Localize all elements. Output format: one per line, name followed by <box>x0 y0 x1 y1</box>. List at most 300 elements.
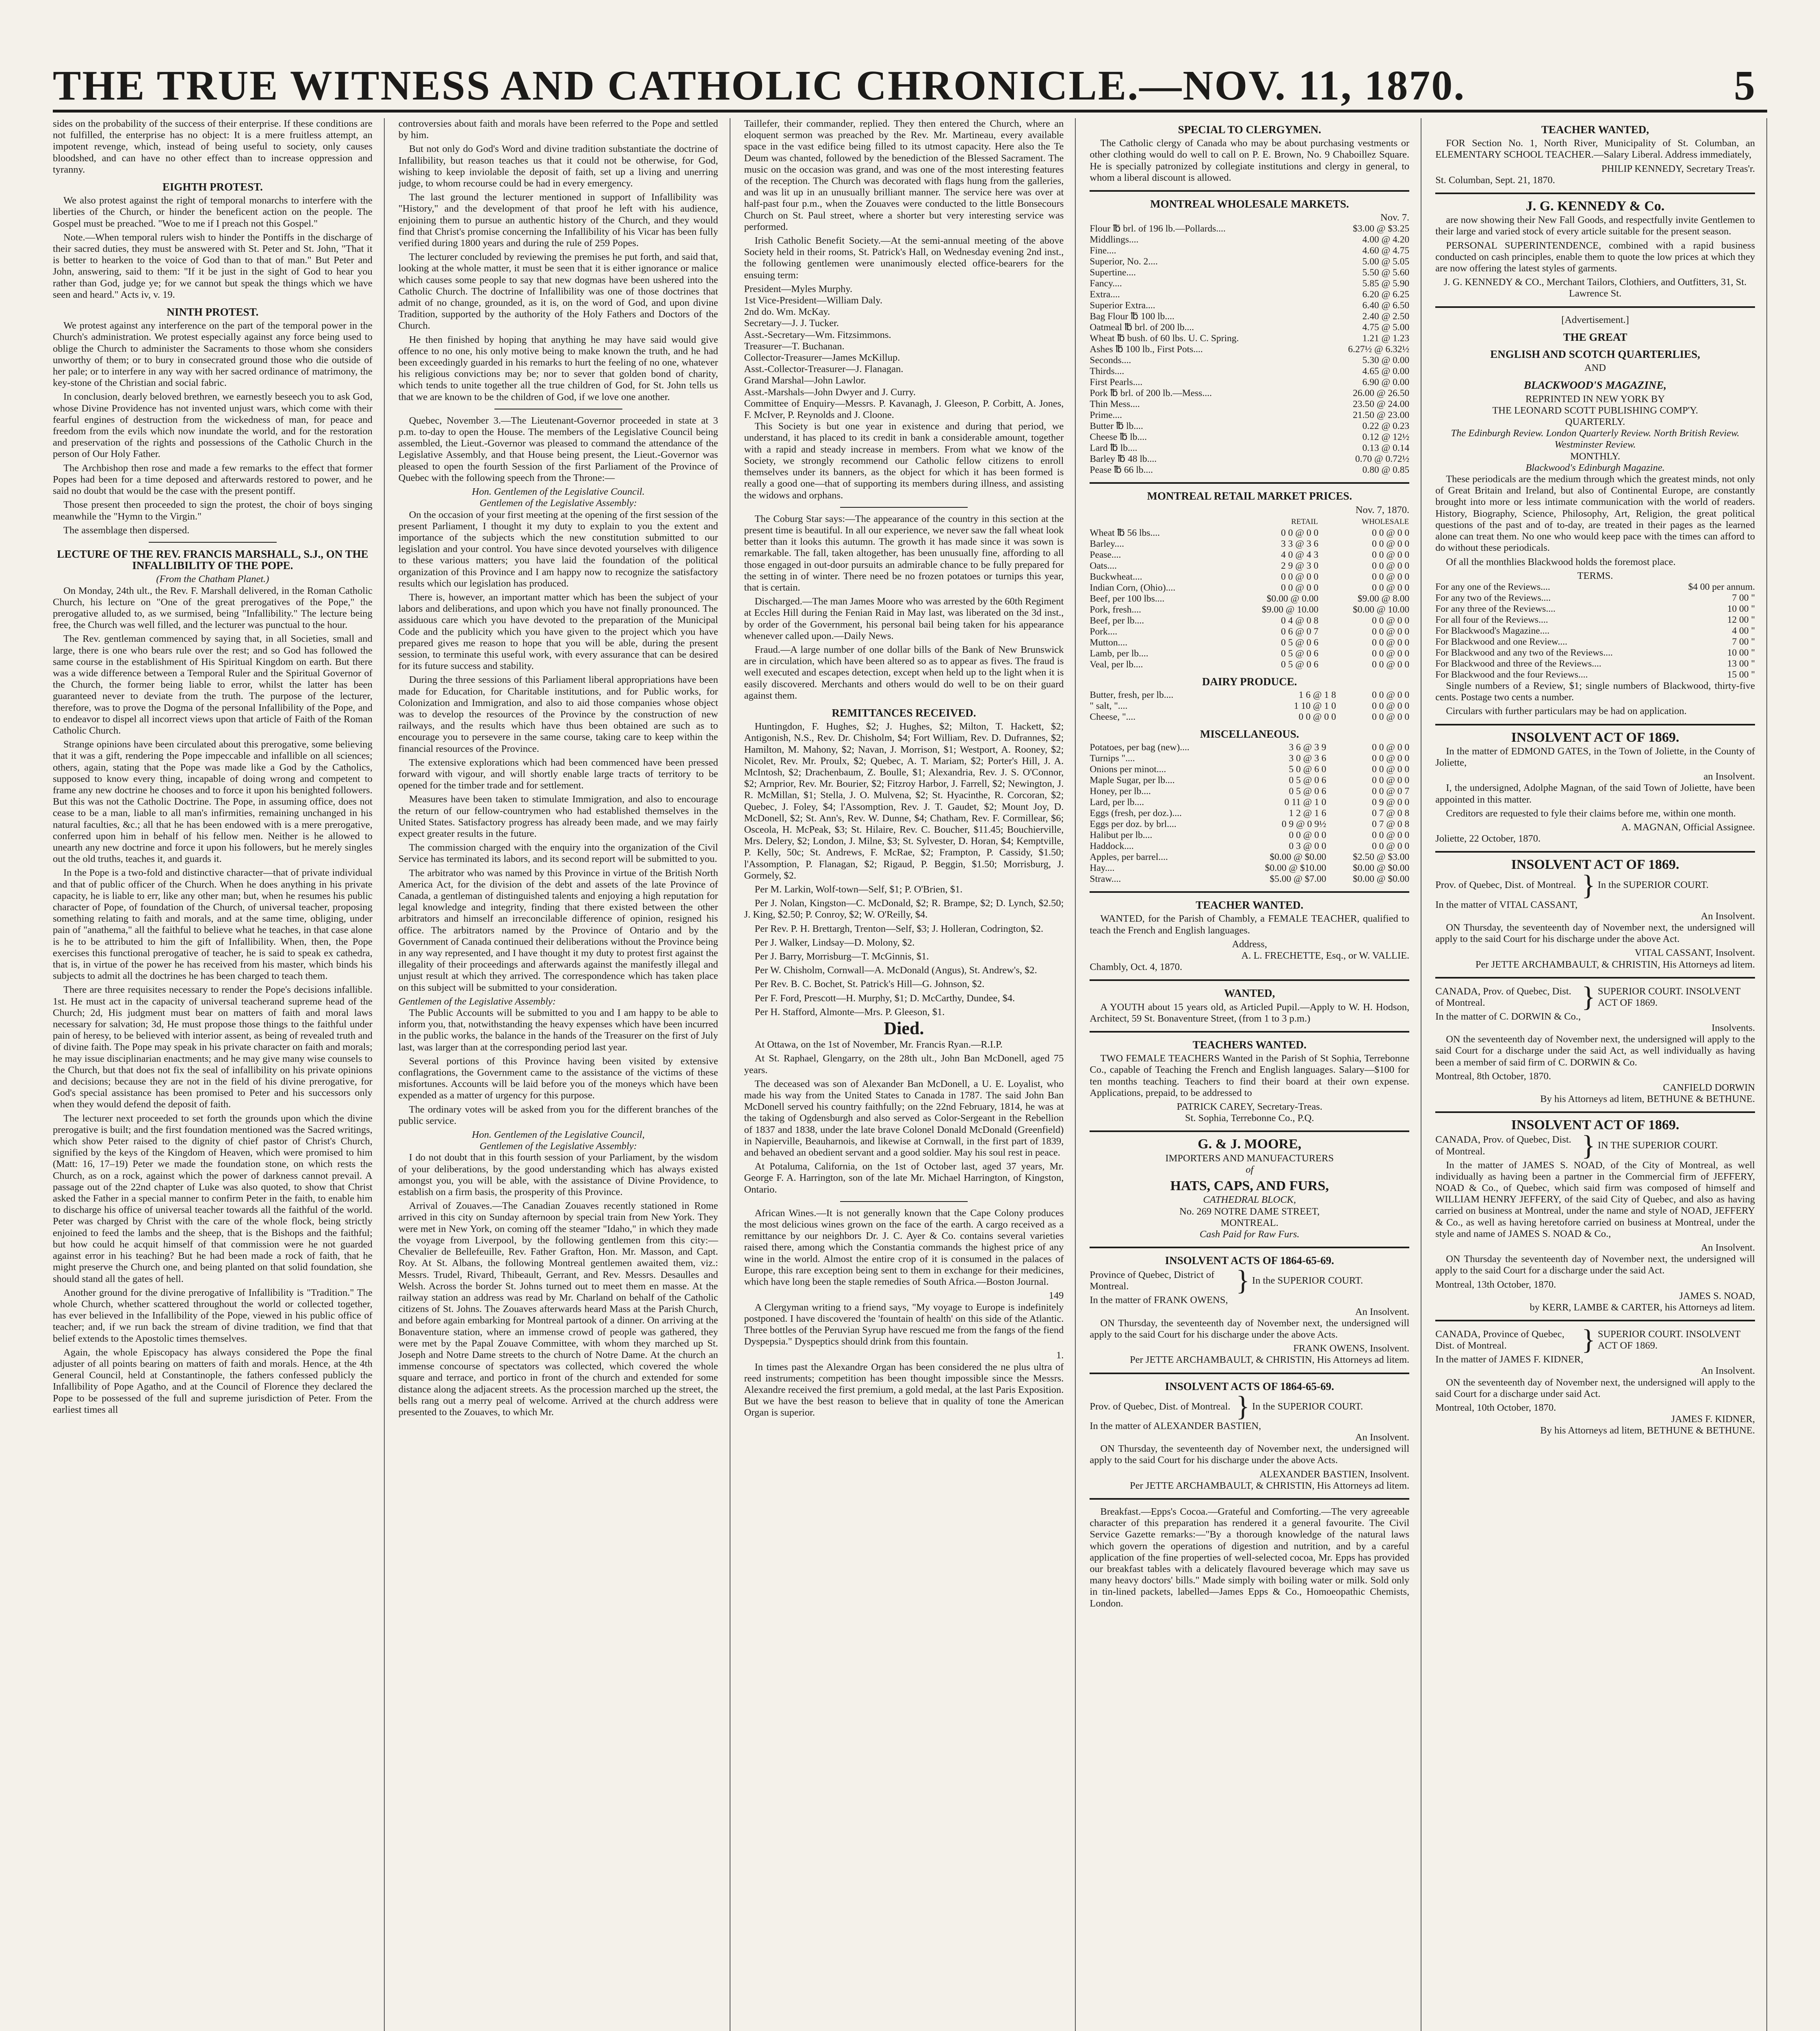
notice-text: An Insolvent. <box>1701 1242 1755 1254</box>
price-cell: 7 00 " <box>1732 592 1755 603</box>
price-cell: 0 0 @ 0 0 <box>1298 712 1336 723</box>
divider <box>149 542 277 543</box>
price-cell: 0 5 @ 0 6 <box>1281 648 1319 659</box>
table-row <box>1090 753 1409 764</box>
price-cell: 0 5 @ 0 6 <box>1289 775 1326 786</box>
article-paragraph: The last ground the lecturer mentioned in support of Infallibility was "History," and the development of that proof he left with his audience, enjoining them to pursue an authentic history of the Church, and they would find that Christ's promise concerning the Infallibility of his Vicar has been fully verified during 1800 years and during the rule of 259 Popes. <box>398 192 718 249</box>
table-row <box>1090 648 1409 659</box>
ad-date: St. Columban, Sept. 21, 1870. <box>1435 174 1555 186</box>
notice-text: In the matter of ALEXANDER BASTIEN, <box>1090 1420 1261 1431</box>
item-cell: First Pearls.... <box>1090 377 1143 388</box>
ad-text: PERSONAL SUPERINTENDENCE, combined with a rapid business conducted on cash principles, enable them to quote the low prices at which they are now offering the latest styles of garments. <box>1435 240 1755 274</box>
obituary: At Ottawa, on the 1st of November, Mr. Francis Ryan.—R.I.P. <box>754 1039 1003 1050</box>
market-date: Nov. 7, 1870. <box>1355 504 1410 515</box>
speech-salutation: Gentlemen of the Legislative Assembly: <box>479 1141 637 1152</box>
price-cell: 0 0 @ 0 0 <box>1372 764 1410 775</box>
section-heading: TEACHER WANTED, <box>1541 123 1649 136</box>
table-row <box>1090 278 1409 289</box>
ad-text: CATHEDRAL BLOCK, <box>1203 1194 1296 1206</box>
notice-number: 149 <box>1049 1290 1064 1301</box>
list-item: Asst.-Marshals—John Dwyer and J. Curry. <box>744 386 916 398</box>
table-row <box>1090 355 1409 366</box>
ad-text: of <box>1246 1164 1254 1175</box>
item-cell: Pork ℔ brl. of 200 lb.—Mess.... <box>1090 388 1212 399</box>
divider <box>1435 306 1755 308</box>
table-row <box>1435 626 1755 637</box>
divider <box>1090 1031 1409 1033</box>
item-cell: Butter, fresh, per lb.... <box>1090 690 1174 701</box>
price-cell: $0.00 @ $0.00 <box>1270 852 1326 863</box>
article-paragraph: The arbitrator who was named by this Province in virtue of the British North America Act, for the division of the debt and assets of the late Province of Canada, a gentleman of distinguished talents and enjoying a high reputation for legal knowledge and integrity, finding that there existed between the other arbitrators and himself an irreconcilable difference of opinion, resigned his office. The arbitrators named by the Province of Ontario and by the Government of Canada continued their deliberations without the Province being in any way represented, and I have thought it my duty to protest first against the illegality of their proceedings and afterwards against the manifestly illegal and unjust result at which they arrived. The correspondence which has taken place on this subject will be submitted to your consideration. <box>398 867 718 993</box>
table-row <box>1090 454 1409 465</box>
price-cell: 26.00 @ 26.50 <box>1353 388 1410 399</box>
divider <box>1090 1498 1409 1500</box>
section-heading: TEACHERS WANTED. <box>1192 1039 1306 1051</box>
dairy-table <box>1090 690 1409 723</box>
ad-label: [Advertisement.] <box>1561 314 1629 325</box>
table-row <box>1090 311 1409 322</box>
masthead <box>53 61 1767 113</box>
advertisement: Breakfast.—Epps's Cocoa.—Grateful and Comforting.—The very agreeable character of this preparation has rendered it a general favourite. The Civil Service Gazette remarks:—"By a thorough knowledge of the natural laws which govern the operations of digestion and nutrition, and by a careful application of the fine properties of well-selected cocoa, Mr. Epps has provided our breakfast tables with a delicately flavoured beverage which may save us many heavy doctors' bills." Made simply with boiling water or milk. Sold only in tin-lined packets, labelled—James Epps & Co., Homoeopathic Chemists, London. <box>1090 1506 1410 1609</box>
court-province: CANADA, Province of Quebec, Dist. of Montreal. <box>1435 1329 1564 1351</box>
column-1 <box>53 118 385 2031</box>
list-item: 1st Vice-President—William Daly. <box>744 295 883 306</box>
price-cell: 5 0 @ 6 0 <box>1289 764 1326 775</box>
price-cell: 0 11 @ 1 0 <box>1284 797 1326 808</box>
table-row <box>1090 528 1409 539</box>
ad-text: Blackwood's Edinburgh Magazine. <box>1525 462 1665 473</box>
ad-text: Cash Paid for Raw Furs. <box>1199 1228 1300 1240</box>
ad-address: St. Sophia, Terrebonne Co., P.Q. <box>1185 1113 1314 1124</box>
list-item: Committee of Enquiry—Messrs. P. Kavanagh, J. Gleeson, P. Corbitt, A. Jones, F. McIver, P. Reynolds and J. Cloone. <box>744 398 1064 421</box>
section-heading: SPECIAL TO CLERGYMEN. <box>1178 123 1321 136</box>
article-paragraph: There is, however, an important matter which has been the subject of your labors and deliberations, and upon which you have not finally pronounced. The assiduous care which you have devoted to the preparation of the Municipal Code and the publicity which you have given to the project which you have prepared gives me reason to hope that you will be able, during the present session, to terminate this useful work, with every assurance that can be desired for its future success and stability. <box>398 591 718 672</box>
article-paragraph: The Coburg Star says:—The appearance of the country in this section at the present time is beautiful. In all our experience, we never saw the fall wheat look better than it looks this autumn. The growth it has made since it was sown is remarkable. The fall, taken altogether, has been unusually fine, affording to all those engaged in out-door pursuits an admirable chance to be fully prepared for the setting in of winter. There need be no frozen potatoes or turnips this year, that is certain. <box>744 513 1064 593</box>
table-row <box>1090 267 1409 278</box>
table-row <box>1090 410 1409 421</box>
price-cell: 10 00 " <box>1727 647 1755 658</box>
notice-heading: INSOLVENT ACT OF 1869. <box>1511 1117 1679 1133</box>
table-row <box>1090 223 1409 234</box>
ad-text: These periodicals are the medium through which the greatest minds, not only of Great Britain and Ireland, but also of Continental Europe, are constantly brought into more or less intimate communication with the world of readers. History, Biography, Science, Philosophy, Art, Religion, the great political questions of the past and of to-day, are treated in their pages as the learned alone can treat them. No one who would keep pace with the times can afford to do without these periodicals. <box>1435 474 1755 554</box>
price-cell: 2.40 @ 2.50 <box>1362 311 1410 322</box>
court-name: SUPERIOR COURT. INSOLVENT ACT OF 1869. <box>1597 985 1741 1008</box>
price-cell: 0 0 @ 0 0 <box>1372 637 1410 648</box>
ad-headline: ENGLISH AND SCOTCH QUARTERLIES, <box>1490 348 1700 361</box>
divider <box>840 507 968 508</box>
table-row <box>1090 399 1409 410</box>
item-cell: Superior Extra.... <box>1090 300 1155 311</box>
item-cell: For all four of the Reviews.... <box>1435 614 1548 625</box>
table-row <box>1090 852 1409 863</box>
table-row <box>1090 764 1409 775</box>
list-item: Collector-Treasurer—James McKillup. <box>744 352 900 364</box>
ad-text: Circulars with further particulars may be had on application. <box>1446 706 1687 717</box>
table-row <box>1090 344 1409 355</box>
article-paragraph: On the occasion of your first meeting at the opening of the first session of the present Parliament, I thought it my duty to explain to you the extent and importance of the subjects which the new constitution submitted to our legislation and your control. You have since devoted yourselves with diligence to these various matters; you have laid the foundation of the political organization of this Province and I am happy now to recognize the satisfactory results which our legislation has produced. <box>398 509 718 589</box>
article-paragraph: During the three sessions of this Parliament liberal appropriations have been made for Education, for Charitable institutions, and for Public works, for Colonization and Immigration, and also to aid those companies whose object was to develop the resources of the Province by the construction of new railways, and the results which have thus been obtained are such as to encourage you to persevere in the same course, taking care to keep within the financial resources of the Province. <box>398 674 718 754</box>
court-province: CANADA, Prov. of Quebec, Dist. of Montreal. <box>1435 1134 1571 1157</box>
ad-text: MONTREAL. <box>1220 1217 1278 1228</box>
item-cell: For any one of the Reviews.... <box>1435 581 1550 592</box>
price-cell: $5.00 @ $7.00 <box>1270 874 1326 885</box>
court-header <box>1435 869 1755 901</box>
notice-text: ON Thursday, the seventeenth day of November next, the undersigned will apply to the said Court for his discharge under the above Act. <box>1435 922 1755 945</box>
ad-text: WANTED, for the Parish of Chambly, a FEMALE TEACHER, qualified to teach the French and English languages. <box>1090 913 1410 936</box>
table-row <box>1435 647 1755 658</box>
item-cell: Veal, per lb.... <box>1090 659 1143 670</box>
header-cell <box>1090 516 1227 528</box>
item-cell: Pease.... <box>1090 549 1121 560</box>
table-row <box>1090 234 1409 245</box>
notice-text: Insolvents. <box>1712 1022 1755 1033</box>
ad-address: No. 269 NOTRE DAME STREET, <box>1179 1206 1320 1217</box>
columns <box>53 118 1767 2031</box>
article-paragraph: Per Rev. P. H. Brettargh, Trenton—Self, $3; J. Holleran, Codrington, $2. <box>754 923 1044 934</box>
article-paragraph: Measures have been taken to stimulate Immigration, and also to encourage the return of our fellow-countrymen who had established themselves in the United States. Satisfactory progress has already been made, and we may fairly expect greater results in the future. <box>398 794 718 839</box>
item-cell: Hay.... <box>1090 863 1115 874</box>
table-row <box>1435 637 1755 647</box>
item-cell: Ashes ℔ 100 lb., First Pots.... <box>1090 344 1203 355</box>
table-row <box>1090 797 1409 808</box>
item-cell: Wheat ℔ bush. of 60 lbs. U. C. Spring. <box>1090 333 1239 344</box>
item-cell: Eggs (fresh, per doz.).... <box>1090 808 1182 819</box>
item-cell: For Blackwood and the four Reviews.... <box>1435 669 1588 680</box>
notice-text: An Insolvent. <box>1355 1431 1410 1443</box>
section-heading: EIGHTH PROTEST. <box>162 181 263 193</box>
price-cell: $0.00 @ $10.00 <box>1265 863 1326 874</box>
notice-text: I, the undersigned, Adolphe Magnan, of the said Town of Joliette, have been appointed in this matter. <box>1435 782 1755 805</box>
notice-text: ON Thursday, the seventeenth day of November next, the undersigned will apply to the said Court for his discharge under the above Acts. <box>1090 1443 1410 1466</box>
price-cell: 4.00 @ 4.20 <box>1362 234 1410 245</box>
section-heading: MISCELLANEOUS. <box>1200 728 1299 741</box>
item-cell: Onions per minot.... <box>1090 764 1166 775</box>
ad-headline: THE GREAT <box>1563 331 1627 343</box>
price-cell: 0.80 @ 0.85 <box>1362 465 1410 476</box>
notice-text: An Insolvent. <box>1701 910 1755 922</box>
ad-text: TWO FEMALE TEACHERS Wanted in the Parish of St Sophia, Terrebonne Co., capable of Teaching the French and English languages. Salary—$100 for ten months teaching. Teachers to find their board at their own expense. Applications, prepaid, to be addressed to <box>1090 1053 1410 1098</box>
price-cell: 4 00 " <box>1732 625 1755 636</box>
article-paragraph: sides on the probability of the success of their enterprise. If these conditions are not fulfilled, the enterprise has no object: It is a mere fruitless attempt, an impotent revenge, which, instead of being useful to society, only causes bloodshed, and can have no other effect than to increase oppression and tyranny. <box>53 118 373 175</box>
table-row <box>1090 366 1409 377</box>
item-cell: Haddock.... <box>1090 841 1134 852</box>
table-row <box>1435 615 1755 626</box>
notice-heading: INSOLVENT ACTS OF 1864-65-69. <box>1165 1254 1334 1267</box>
notice-text: In the matter of FRANK OWENS, <box>1090 1295 1228 1306</box>
notice-text: ON Thursday, the seventeenth day of November next, the undersigned will apply to the said Court for his discharge under the above Acts. <box>1090 1317 1410 1340</box>
notice-attorneys: By his Attorneys ad litem, BETHUNE & BETHUNE. <box>1540 1093 1755 1105</box>
price-cell: 0 6 @ 0 7 <box>1281 626 1319 637</box>
item-cell: Oats.... <box>1090 560 1117 571</box>
brace: } <box>1582 1324 1595 1356</box>
price-cell: 10 00 " <box>1727 603 1755 614</box>
price-cell: 0 7 @ 0 8 <box>1372 808 1410 819</box>
article-paragraph: Strange opinions have been circulated about this prerogative, some believing that it was a gift, rendering the Pope impeccable and infallible on all sciences; others, again, stating that the Pope was made like a God by the Catholics, supposed to know every thing, incapable of doing wrong and competent to frame any new doctrine he chooses and to force it upon his benighted followers. But this was not the Catholic Doctrine. The Pope, in assuming office, does not cease to be a man, liable to all man's infirmities, remaining unchanged in his natural faculties, &c.; all that he has been endowed with is a mere prerogative, conferred upon him in behalf of his fellow men. Neither is he allowed to unearth any new doctrine and force it upon his followers, but he merely singles out the old truths, teaches it, and guards it. <box>53 739 373 865</box>
item-cell: Lard, per lb.... <box>1090 797 1144 808</box>
misc-table <box>1090 742 1409 885</box>
article-paragraph: Per M. Larkin, Wolf-town—Self, $1; P. O'Brien, $1. <box>754 884 963 895</box>
header-cell: WHOLESALE <box>1362 517 1409 526</box>
price-cell: 5.50 @ 5.60 <box>1362 267 1410 278</box>
price-cell: 13 00 " <box>1727 658 1755 669</box>
court-province: CANADA, Prov. of Quebec, Dist. of Montreal. <box>1435 985 1571 1008</box>
section-heading: MONTREAL WHOLESALE MARKETS. <box>1150 198 1349 210</box>
table-row <box>1090 550 1409 561</box>
header-cell: RETAIL <box>1291 517 1318 526</box>
price-cell: $0.00 @ 10.00 <box>1353 604 1410 615</box>
item-cell: For Blackwood and any two of the Reviews.... <box>1435 647 1613 658</box>
item-cell: Buckwheat.... <box>1090 571 1142 582</box>
article-paragraph: The Catholic clergy of Canada who may be about purchasing vestments or other clothing would do well to call on P. E. Brown, No. 9 Chaboillez Square. He is specially patronized by collegiate institutions and clergy in general, to whom a liberal discount is allowed. <box>1090 138 1410 183</box>
table-row <box>1090 659 1409 670</box>
item-cell: Honey, per lb.... <box>1090 786 1151 797</box>
ad-signature: J. G. KENNEDY & CO., Merchant Tailors, Clothiers, and Outfitters, 31, St. Lawrence St. <box>1443 277 1747 299</box>
article-paragraph: The ordinary votes will be asked from you for the different branches of the public service. <box>398 1104 718 1126</box>
article-paragraph: Per H. Stafford, Almonte—Mrs. P. Gleeson, $1. <box>754 1006 945 1018</box>
court-name: In the SUPERIOR COURT. <box>1252 1401 1363 1412</box>
notice-text: In the matter of VITAL CASSANT, <box>1435 899 1578 910</box>
price-cell: 0 0 @ 0 0 <box>1372 753 1410 764</box>
brace: } <box>1582 981 1595 1013</box>
article-paragraph: The Public Accounts will be submitted to you and I am happy to be able to inform you, that, notwithstanding the heavy expenses which have been incurred in the public works, the balance in the hands of the Treasurer on the first of July last, was larger than at the corresponding period last year. <box>398 1007 718 1053</box>
price-cell: 0 0 @ 0 0 <box>1372 571 1410 582</box>
ad-label: TERMS. <box>1577 570 1613 581</box>
table-row <box>1090 775 1409 786</box>
table-row <box>1435 593 1755 604</box>
list-item: Grand Marshal—John Lawlor. <box>744 375 866 386</box>
item-cell: For Blackwood and one Review.... <box>1435 636 1567 647</box>
item-cell: Mutton.... <box>1090 637 1128 648</box>
article-paragraph: A Clergyman writing to a friend says, "My voyage to Europe is indefinitely postponed. I have discovered the 'fountain of health' on this side of the Atlantic. Three bottles of the Peruvian Syrup have rescued me from the fangs of the fiend Dyspepsia." Dyspeptics should drink from this fountain. <box>744 1301 1064 1347</box>
table-row <box>1090 432 1409 443</box>
column-2 <box>399 118 730 2031</box>
ad-signature: PHILIP KENNEDY, Secretary Treas'r. <box>1601 163 1755 174</box>
notice-signature: A. MAGNAN, Official Assignee. <box>1621 821 1755 833</box>
table-row <box>1090 819 1409 830</box>
table-row <box>1435 582 1755 593</box>
section-heading: MONTREAL RETAIL MARKET PRICES. <box>1147 490 1352 502</box>
court-province: Prov. of Quebec, Dist. of Montreal. <box>1435 879 1576 891</box>
table-row <box>1090 377 1409 388</box>
price-cell: 1 6 @ 1 8 <box>1298 690 1336 701</box>
price-cell: 0 5 @ 0 6 <box>1289 786 1326 797</box>
divider <box>1090 979 1409 981</box>
masthead-title: THE TRUE WITNESS AND CATHOLIC CHRONICLE.—NOV. 11, 1870. <box>53 62 1466 109</box>
item-cell: Butter ℔ lb.... <box>1090 421 1143 432</box>
price-cell: 0 0 @ 0 0 <box>1372 690 1410 701</box>
item-cell: Supertine.... <box>1090 267 1136 278</box>
item-cell: For Blackwood's Magazine.... <box>1435 625 1550 636</box>
notice-text: In the matter of JAMES S. NOAD, of the City of Montreal, as well individually as having been a partner in the Commercial firm of JEFFERY, NOAD & Co., of Quebec, which said firm was composed of himself and WILLIAM HENRY JEFFERY, of the said City of Quebec, and also as having carried on business at Montreal, under the name and style of NOAD, JEFFERY & Co., as well as having heretofore carried on business at Montreal, under the style and name of JAMES S. NOAD & Co., <box>1435 1159 1755 1239</box>
ad-text: Of all the monthlies Blackwood holds the foremost place. <box>1446 556 1676 567</box>
price-cell: 0 0 @ 0 0 <box>1372 615 1410 626</box>
price-cell: 0 0 @ 0 0 <box>1372 659 1410 670</box>
item-cell: Extra.... <box>1090 289 1120 300</box>
court-name: In the SUPERIOR COURT. <box>1597 879 1709 891</box>
price-cell: 4 0 @ 4 3 <box>1281 549 1319 560</box>
price-cell: 0 0 @ 0 0 <box>1372 742 1410 753</box>
table-row <box>1090 256 1409 267</box>
table-row <box>1090 604 1409 615</box>
price-cell: 5.85 @ 5.90 <box>1362 278 1410 289</box>
price-cell: 3 3 @ 3 6 <box>1281 538 1319 549</box>
notice-heading: INSOLVENT ACT OF 1869. <box>1511 730 1679 745</box>
price-cell: 0 0 @ 0 0 <box>1372 538 1410 549</box>
article-paragraph: But not only do God's Word and divine tradition substantiate the doctrine of Infallibility, but reason teaches us that it could not be otherwise, for God, wishing to keep inviolable the deposit of faith, set up a living and unerring judge, to whom recourse could be had in every emergency. <box>398 143 718 189</box>
divider <box>1090 190 1409 192</box>
notice-date: Montreal, 8th October, 1870. <box>1435 1070 1551 1082</box>
article-paragraph: Arrival of Zouaves.—The Canadian Zouaves recently stationed in Rome arrived in this city on Sunday afternoon by special train from New York. They were met in New York, on coming off the steamer "Idaho," in which they made the voyage from Liverpool, by the following gentlemen from this city:—Chevalier de Bellefeuille, Rev. Father Grafton, Hon. Mr. Masson, and Capt. Roy. At St. Albans, the following Montreal gentlemen awaited them, viz.: Messrs. Trudel, Rivard, Thibeault, Gerrant, and Rev. Messrs. Desaulles and Welsh. Across the border St. Johns turned out to meet them en masse. At the railway station an address was read by Mr. Charland on behalf of the Catholic citizens of St. Johns. The Zouaves afterwards heard Mass at the Parish Church, and before again embarking for Montreal partook of a dinner. On arriving at the Bonaventure station, where an immense crowd of people was gathered, they were met by the Papal Zouave Committee, with whom they marched up St. Joseph and Notre Dame streets to the church of Notre Dame. At the church an immense concourse of spectators was collected, which covered the whole square and terrace, and portico in front of the church and extended for some distance along the adjacent streets. As the procession marched up the street, the bells rang out a merry peal of welcome. Arrived at the church address were presented to the Zouaves, to which Mr. <box>398 1200 718 1418</box>
table-row <box>1090 786 1409 797</box>
price-cell: $0.00 @ $0.00 <box>1353 863 1410 874</box>
item-cell: Cheese, ".... <box>1090 712 1136 723</box>
item-cell: Cheese ℔ lb.... <box>1090 432 1147 443</box>
price-cell: 0 0 @ 0 0 <box>1372 626 1410 637</box>
article-paragraph: The extensive explorations which had been commenced have been pressed forward with vigour, and will shortly enable large tracts of territory to be opened for the timber trade and for settlement. <box>398 757 718 791</box>
ad-text: The Edinburgh Review. London Quarterly Review. North British Review. Westminster Review. <box>1451 428 1740 450</box>
item-cell: Thirds.... <box>1090 366 1124 377</box>
notice-text: ON Thursday the seventeenth day of November next, the undersigned will apply to the said Court for a discharge under the said Act. <box>1435 1254 1755 1276</box>
court-name: SUPERIOR COURT. INSOLVENT ACT OF 1869. <box>1597 1329 1741 1351</box>
item-cell: Pease ℔ 66 lb.... <box>1090 465 1153 476</box>
divider <box>1090 482 1409 484</box>
item-cell: Apples, per barrel.... <box>1090 852 1168 863</box>
price-cell: 3 0 @ 3 6 <box>1289 753 1326 764</box>
divider <box>1435 977 1755 979</box>
item-cell: Barley.... <box>1090 538 1124 549</box>
article-paragraph: In times past the Alexandre Organ has been considered the ne plus ultra of reed instruments; competition has been thought impossible since the Messrs. Alexandre received the first premium, a gold medal, at the last Paris Exposition. But we have the best reason to believe that in quality of tone the American Organ is superior. <box>744 1361 1064 1418</box>
brace: } <box>1236 1265 1250 1297</box>
price-cell: 0 5 @ 0 6 <box>1281 637 1319 648</box>
price-cell: 7 00 " <box>1732 636 1755 647</box>
notice-text: An Insolvent. <box>1701 1365 1755 1377</box>
notice-signature: JAMES S. NOAD, <box>1679 1290 1755 1301</box>
article-paragraph: Quebec, November 3.—The Lieutenant-Governor proceeded in state at 3 p.m. to-day to open the House. The members of the Legislative Council being assembled, the Lieut.-Governor was pleased to command the attendance of the Legislative Assembly, and that House being present, the Lieut.-Governor was pleased to open the fourth Session of the first Parliament of the Province of Quebec with the following speech from the Throne:— <box>398 415 718 483</box>
price-cell: 0 4 @ 0 8 <box>1281 615 1319 626</box>
list-item: Asst.-Collector-Treasurer—J. Flanagan. <box>744 364 904 375</box>
table-row <box>1090 874 1409 885</box>
price-cell: 0 0 @ 0 0 <box>1372 830 1410 841</box>
article-paragraph: Taillefer, their commander, replied. They then entered the Church, where an eloquent sermon was preached by the Rev. Mr. Martineau, every available space in the vast edifice being filled to its utmost capacity. Here also the Te Deum was chanted, followed by the benediction of the Blessed Sacrament. The music on the occasion was grand, and was one of the most interesting features of the reception. The Church was decorated with flags hung from the galleries, and was lit up in an unusually brilliant manner. The service here was over at half-past four p.m., when the Zouaves were conducted to the little Bonsecours Church on St. Paul street, where a shorter but very interesting service was performed. <box>744 118 1064 232</box>
item-cell: For Blackwood and three of the Reviews.... <box>1435 658 1601 669</box>
item-cell: Wheat ℔ 56 lbs.... <box>1090 527 1160 538</box>
divider <box>1435 1320 1755 1321</box>
ad-headline: BLACKWOOD'S MAGAZINE, <box>1524 379 1667 392</box>
price-cell: 0 5 @ 0 6 <box>1281 659 1319 670</box>
price-cell: 6.27½ @ 6.32½ <box>1348 344 1410 355</box>
price-cell: 0.12 @ 12½ <box>1362 432 1410 443</box>
speech-salutation: Gentlemen of the Legislative Assembly: <box>398 996 556 1007</box>
terms-table <box>1435 582 1755 680</box>
price-cell: 0.70 @ 0.72½ <box>1355 454 1410 465</box>
table-row <box>1090 421 1409 432</box>
article-paragraph: He then finished by hoping that anything he may have said would give offence to no one, his only motive being to make known the truth, and he had been exceedingly guarded in his remarks to hurt the feeling of no one, whatever his religious convictions may be; nor to sever that golden bond of charity, which tends to unite together all the true children of God, for St. John tells us that we are known to be the children of God, if we love one another. <box>398 334 718 403</box>
price-cell: $2.50 @ $3.00 <box>1353 852 1410 863</box>
price-cell: $9.00 @ 8.00 <box>1357 593 1410 604</box>
obituary: At St. Raphael, Glengarry, on the 28th ult., John Ban McDonell, aged 75 years. <box>744 1053 1064 1076</box>
article-paragraph: Discharged.—The man James Moore who was arrested by the 60th Regiment at Eccles Hill during the Fenian Raid in May last, was liberated on the 3d inst., by order of the Government, his personal bail being taken for his appearance whenever called upon.—Daily News. <box>744 596 1064 641</box>
table-row <box>1090 712 1409 723</box>
table-row <box>1435 604 1755 615</box>
price-cell: 6.20 @ 6.25 <box>1362 289 1410 300</box>
table-row <box>1090 690 1409 701</box>
price-cell: 0 0 @ 0 0 <box>1281 571 1319 582</box>
list-item: 2nd do. Wm. McKay. <box>744 306 830 318</box>
article-paragraph: Several portions of this Province having been visited by extensive conflagrations, the Government came to the assistance of the victims of these misfortunes. Accounts will be laid before you of the moneys which have been expended as a matter of urgency for this purpose. <box>398 1055 718 1101</box>
divider <box>1090 891 1409 893</box>
article-paragraph: In conclusion, dearly beloved brethren, we earnestly beseech you to ask God, whose Divine Providence has not invented unjust wars, which come with their fearful engines of destruction from the wickedness of man, for peace and freedom from the evils which now inundate the world, and for the restoration and preservation of the rights and possessions of the Catholic Church in the person of Our Holy Father. <box>53 391 373 460</box>
article-paragraph: Per J. Barry, Morrisburg—T. McGinnis, $1. <box>754 951 929 962</box>
item-cell: Straw.... <box>1090 874 1121 885</box>
brace: } <box>1236 1390 1250 1422</box>
list-item: Treasurer—T. Buchanan. <box>744 340 845 352</box>
notice-text: ON the seventeenth day of November next, the undersigned will apply to the said Court for a discharge under the said Act, as well individually as having been a member of said firm of C. DORWIN & Co. <box>1435 1034 1755 1068</box>
section-heading: DAIRY PRODUCE. <box>1202 675 1297 688</box>
table-row <box>1435 669 1755 680</box>
column-3 <box>744 118 1076 2031</box>
court-name: IN THE SUPERIOR COURT. <box>1597 1140 1718 1151</box>
article-paragraph: Another ground for the divine prerogative of Infallibility is "Tradition." The whole Church, whether scattered throughout the world or collected together, has ever believed in the Infallibility of the Pope, viewed in his public office of teacher; and, if we run back the stream of divine tradition, we find that that belief extends to the Apostolic times themselves. <box>53 1287 373 1344</box>
price-cell: 5.00 @ 5.05 <box>1362 256 1410 267</box>
price-cell: 0 7 @ 0 8 <box>1372 819 1410 830</box>
price-cell: 0 0 @ 0 0 <box>1281 527 1319 538</box>
speech-salutation: Hon. Gentlemen of the Legislative Council. <box>472 486 645 498</box>
article-paragraph: The commission charged with the enquiry into the organization of the Civil Service has terminated its labors, and its second report will be submitted to you. <box>398 842 718 865</box>
article-paragraph: The Rev. gentleman commenced by saying that, in all Societies, small and large, there is one who bears rule over the rest; and so God has followed the same course in the establishment of His Spiritual Kingdom on earth. But there was a wide difference between a Temporal Ruler and the Spiritual Governor of the Church, the former being liable to error, whilst the latter has been guaranteed never to deviate from the truth. The purpose of the lecturer, therefore, was to prove the Dogma of the personal Infallibility of the Pope, and to endeavor to dispel all incorrect views upon that article of Faith of the Roman Catholic Church. <box>53 633 373 736</box>
column-5 <box>1435 118 1767 2031</box>
table-header-row <box>1090 516 1409 528</box>
ad-text: MONTHLY. <box>1570 450 1621 462</box>
article-paragraph: The lecturer concluded by reviewing the premises he put forth, and said that, looking at the whole matter, it must be seen that it is either ignorance or malice which causes some people to say that new dogmas have been ushered into the Catholic Church. The doctrine of Infallibility was one of those doctrines that admit of no change, grounded, as it is, on the word of God, and upon divine Tradition, supported by the authority of the Holy Fathers and Doctors of the Church. <box>398 251 718 331</box>
column-4 <box>1090 118 1421 2031</box>
price-cell: 0 3 @ 0 0 <box>1289 841 1326 852</box>
item-cell: Lard ℔ lb.... <box>1090 443 1138 454</box>
officer-list <box>744 284 1064 421</box>
price-cell: 1 10 @ 1 0 <box>1294 701 1336 712</box>
table-row <box>1090 465 1409 476</box>
ad-text: FOR Section No. 1, North River, Municipality of St. Columban, an ELEMENTARY SCHOOL TEACHER.—Salary Liberal. Address immediately, <box>1435 138 1755 160</box>
ad-text: A YOUTH about 15 years old, as Articled Pupil.—Apply to W. H. Hodson, Architect, 59 St. Bonaventure Street, (from 1 to 3 p.m.) <box>1090 1001 1410 1024</box>
notice-signature: FRANK OWENS, Insolvent. <box>1293 1343 1410 1354</box>
table-row <box>1090 615 1409 626</box>
price-cell: 0 0 @ 0 0 <box>1372 648 1410 659</box>
court-header <box>1435 1324 1755 1356</box>
article-source: (From the Chatham Planet.) <box>156 574 269 585</box>
section-heading: NINTH PROTEST. <box>167 306 259 318</box>
ad-text: Single numbers of a Review, $1; single numbers of Blackwood, thirty-five cents. Postage two cents a number. <box>1435 680 1755 703</box>
ad-signature: PATRICK CAREY, Secretary-Treas. <box>1176 1101 1322 1113</box>
price-cell: 23.50 @ 24.00 <box>1353 399 1410 410</box>
item-cell: Maple Sugar, per lb.... <box>1090 775 1175 786</box>
price-cell: 5.30 @ 0.00 <box>1362 355 1410 366</box>
item-cell: Pork, fresh.... <box>1090 604 1142 615</box>
notice-heading: INSOLVENT ACT OF 1869. <box>1511 857 1679 873</box>
table-row <box>1090 289 1409 300</box>
table-row <box>1090 742 1409 753</box>
court-province: Province of Quebec, District of Montreal. <box>1090 1269 1215 1292</box>
item-cell: Lamb, per lb.... <box>1090 648 1148 659</box>
table-row <box>1090 333 1409 344</box>
article-paragraph: This Society is but one year in existence and during that period, we understand, it has placed to its credit in bank a considerable amount, together with a rapid and steady increase in members. From what we know of the Society, we strongly recommend our Catholic fellow citizens to enroll themselves under its banners, as the object for which it has been formed is really a good one—that of supporting its members during illness, and assisting the widows and orphans. <box>744 421 1064 501</box>
item-cell: For any two of the Reviews.... <box>1435 592 1551 603</box>
item-cell: Beef, per lb.... <box>1090 615 1144 626</box>
notice-heading: INSOLVENT ACTS OF 1864-65-69. <box>1165 1380 1334 1392</box>
table-row <box>1090 300 1409 311</box>
price-cell: 0 0 @ 0 0 <box>1372 582 1410 593</box>
price-cell: 0.22 @ 0.23 <box>1362 421 1410 432</box>
divider <box>1435 851 1755 853</box>
retail-market-table <box>1090 516 1409 670</box>
